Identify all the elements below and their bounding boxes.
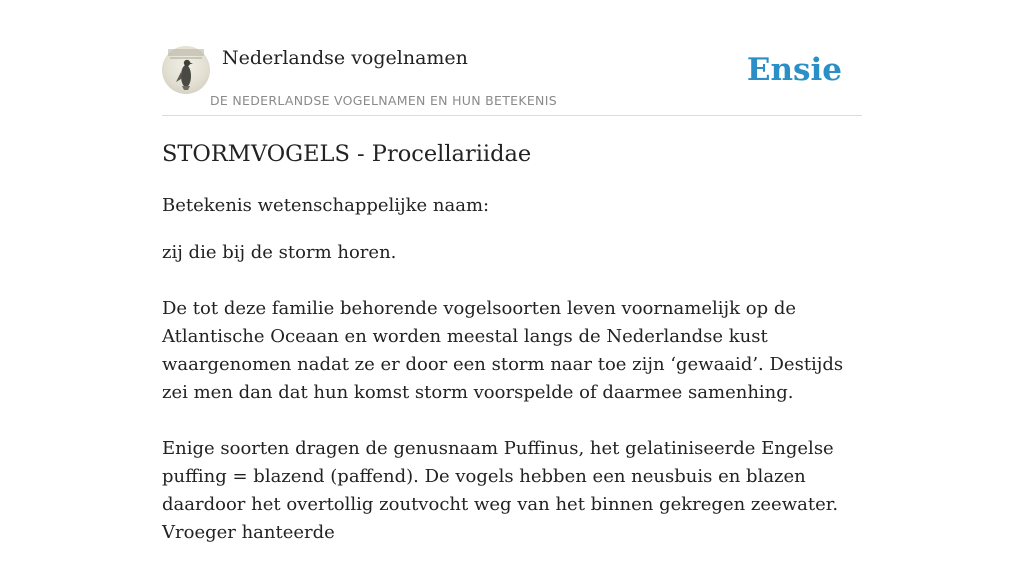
bird-avatar-icon[interactable] bbox=[162, 46, 210, 94]
blog-title[interactable]: Nederlandse vogelnamen bbox=[222, 47, 468, 69]
article-paragraph: Enige soorten dragen de genusnaam Puffinus, het gelatiniseerde Engelse puffing = blazend (paffend). De vogels hebben een neusbuis en blazen daardoor het overtollig zoutvocht weg van het binnen gekregen zeewater. Vroeger hanteerde bbox=[162, 438, 839, 543]
ensie-logo-link[interactable]: Ensie bbox=[746, 52, 842, 88]
page bbox=[162, 0, 862, 543]
article-title: STORMVOGELS - Procellariidae bbox=[162, 141, 532, 167]
article-paragraph: zij die bij de storm horen. bbox=[162, 242, 397, 263]
blog-subtitle: DE NEDERLANDSE VOGELNAMEN EN HUN BETEKENIS bbox=[210, 93, 557, 108]
site-header bbox=[162, 0, 862, 116]
article-subheading: Betekenis wetenschappelijke naam: bbox=[162, 195, 490, 216]
article-paragraph: De tot deze familie behorende vogelsoorten leven voornamelijk op de Atlantische Oceaan en worden meestal langs de Nederlandse kust waargenomen nadat ze er door een storm naar toe zijn ‘gewaaid’. Destijds zei men dan dat hun komst storm voorspelde of daarmee samenhing. bbox=[162, 298, 844, 403]
article-body bbox=[162, 239, 862, 575]
